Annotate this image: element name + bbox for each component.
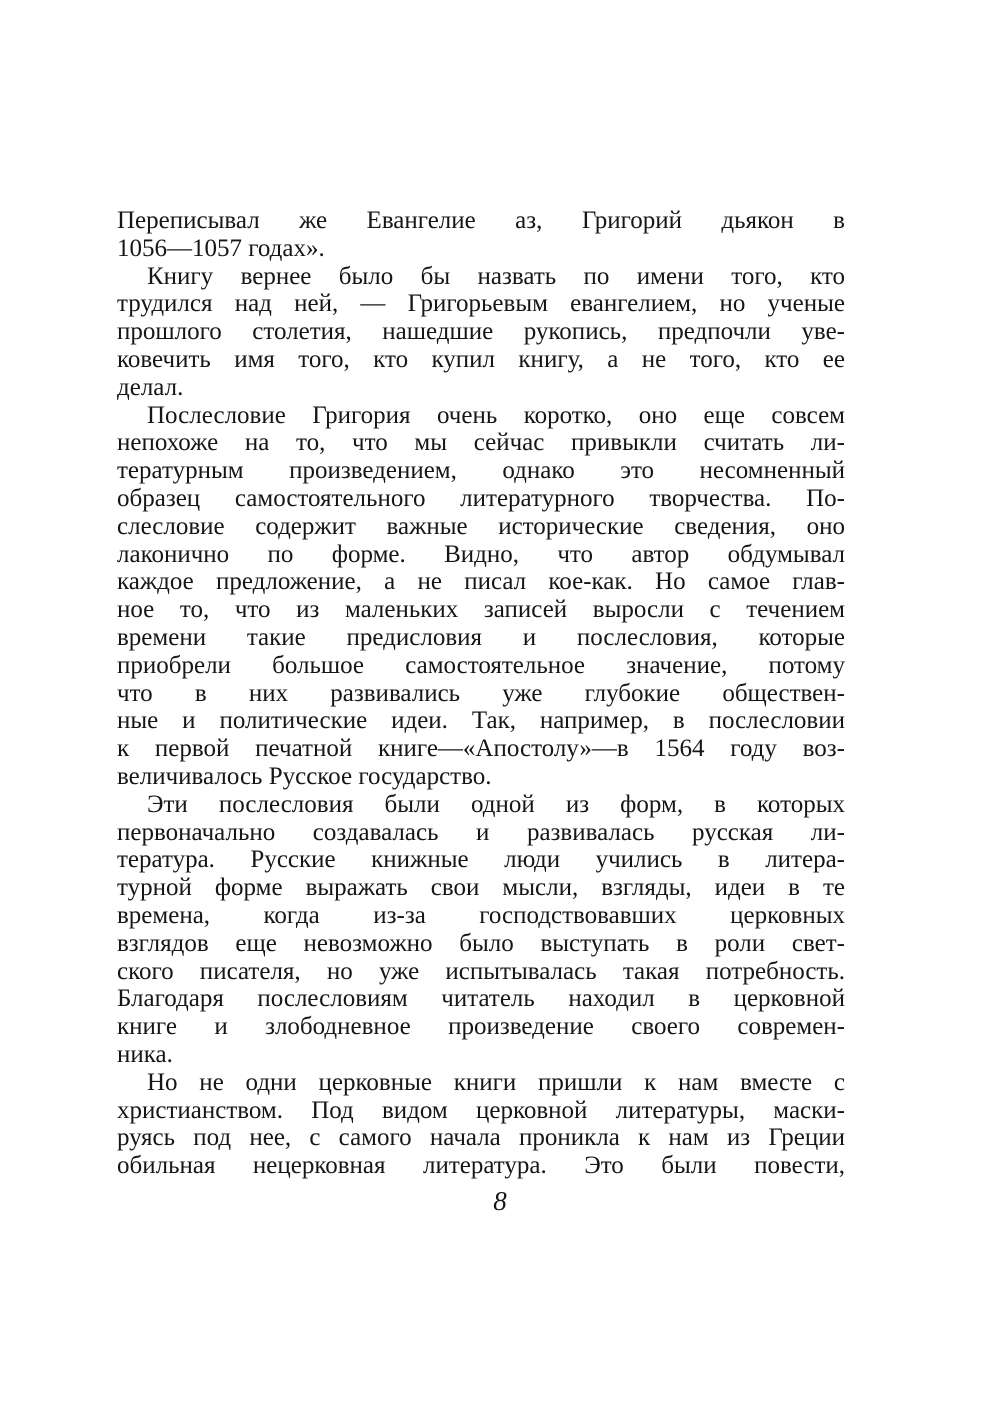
text-line: обильная нецерковная литература. Это были повести, [117,1152,845,1180]
text-line: тературным произведением, однако это несомненный [117,457,845,485]
text-line: времена, когда из-за господствовавших церковных [117,901,845,929]
text-line: лаконично по форме. Видно, что автор обдумывал [117,540,845,568]
page-number: 8 [493,1186,507,1216]
text-line: Но не одни церковные книги пришли к нам вместе с [147,1068,845,1096]
text-line: Переписывал же Евангелие аз, Григорий дьякон в [117,207,845,234]
text-line: величивалось Русское государство. [117,762,492,790]
text-line: 1056—1057 годах». [117,234,325,262]
text-line: Послесловие Григория очень коротко, оно еще совсем [147,401,845,429]
text-line: Эти послесловия были одной из форм, в которых [147,790,845,818]
text-line: Книгу вернее было бы назвать по имени того, кто [147,262,845,290]
text-line: слесловие содержит важные исторические сведения, оно [117,512,845,540]
text-line: первоначально создавалась и развивалась русская ли- [117,818,845,846]
text-line: книге и злободневное произведение своего современ- [117,1013,845,1041]
text-line: приобрели большое самостоятельное значение, потому [117,651,845,679]
text-line: прошлого столетия, нашедшие рукопись, предпочли уве- [117,318,845,346]
text-line: ное то, что из маленьких записей выросли с течением [117,596,845,624]
text-line: христианством. Под видом церковной литературы, маски- [117,1096,845,1124]
text-line: к первой печатной книге—«Апостолу»—в 1564 году воз- [117,735,845,763]
text-line: что в них развивались уже глубокие обществен- [117,679,845,707]
text-line: ника. [117,1040,173,1068]
text-line: тература. Русские книжные люди учились в литера- [117,846,845,874]
text-line: делал. [117,373,184,401]
text-line: каждое предложение, а не писал кое-как. Но самое глав- [117,568,845,596]
text-line: трудился над ней, — Григорьевым евангелием, но ученые [117,290,845,318]
text-line: Благодаря послесловиям читатель находил в церковной [117,985,845,1013]
body-text [117,207,845,1180]
text-line: образец самостоятельного литературного творчества. По- [117,484,845,512]
text-line: руясь под нее, с самого начала проникла к нам из Греции [117,1124,845,1152]
text-line: ные и политические идеи. Так, например, в послесловии [117,707,845,735]
text-line: взглядов еще невозможно было выступать в роли свет- [117,929,845,957]
text-line: времени такие предисловия и послесловия, которые [117,623,845,651]
text-line: ского писателя, но уже испытывалась такая потребность. [117,957,845,985]
text-line: ковечить имя того, кто купил книгу, а не того, кто ее [117,345,845,373]
text-line: турной форме выражать свои мысли, взгляды, идеи в те [117,874,845,902]
text-line: непохоже на то, что мы сейчас привыкли считать ли- [117,429,845,457]
